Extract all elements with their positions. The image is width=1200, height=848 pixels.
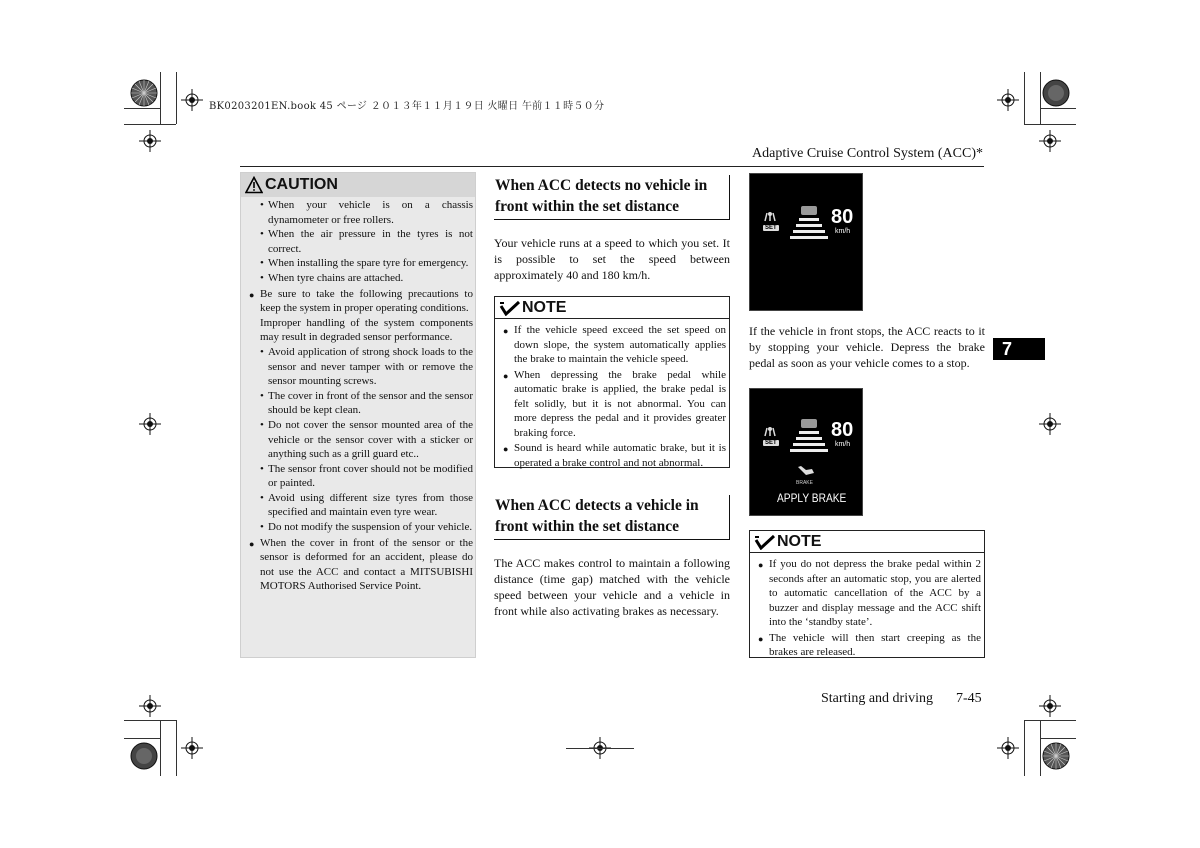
bullet-marker: ● [758, 633, 764, 644]
chapter-tab: 7 [993, 338, 1045, 360]
note-box-2 [749, 530, 985, 658]
caution-sub-item [260, 227, 473, 256]
print-header: BK0203201EN.book 45 ページ ２０１３年１１月１９日 火曜日 午前１１時５０分 [209, 101, 605, 112]
bullet-marker: • [260, 491, 264, 504]
note-item [758, 631, 981, 660]
note-body-2 [750, 553, 984, 663]
acc-indicator-icon [762, 211, 778, 223]
note-item [503, 441, 726, 470]
brake-label: BRAKE [796, 480, 813, 486]
apply-brake-message: APPLY BRAKE [777, 491, 847, 505]
caution-sub-item [260, 462, 473, 491]
note-item [503, 323, 726, 367]
section-heading-no-vehicle: When ACC detects no vehicle in front within the set distance [494, 175, 730, 220]
following-distance-icon [786, 204, 832, 240]
note-item-text: The vehicle will then start creeping as the brakes are released. [769, 631, 981, 658]
bullet-marker: • [260, 345, 264, 358]
bullet-marker: ● [503, 370, 509, 381]
set-speed-value: 80 [831, 206, 854, 228]
registration-crosshair-icon [997, 737, 1019, 759]
bullet-marker: • [260, 271, 264, 284]
set-indicator: SET [765, 225, 777, 231]
bullet-marker: • [260, 521, 264, 534]
caution-sub-item [260, 389, 473, 418]
note-check-icon [754, 534, 776, 550]
caution-item-text: When installing the spare tyre for emergency. [268, 257, 469, 270]
note-title [750, 531, 984, 553]
running-head: Adaptive Cruise Control System (ACC)* [752, 146, 983, 161]
warning-triangle-icon [245, 176, 263, 194]
note-check-icon [499, 300, 521, 316]
acc-indicator-icon [762, 426, 778, 438]
caution-title-text: CAUTION [265, 176, 338, 193]
bullet-marker: • [260, 389, 264, 402]
caution-item-text: Do not cover the sensor mounted area of the vehicle or the sensor cover with a sticker or anything such as a grill guard etc.. [268, 418, 473, 461]
note-item [758, 557, 981, 630]
caution-item-text: When your vehicle is on a chassis dynamometer or free rollers. [268, 199, 473, 226]
acc-display-cruising [749, 173, 863, 311]
section-text-no-vehicle: Your vehicle runs at a speed to which you set. It is possible to set the speed between approximately 40 and 180 km/h. [494, 236, 730, 282]
note-box-1 [494, 296, 730, 468]
set-indicator: SET [765, 440, 777, 446]
note-item-text: Sound is heard while automatic brake, but it is operated a brake control and not abnormal. [514, 442, 726, 469]
caution-sub-item [260, 271, 473, 286]
header-rule [240, 166, 984, 167]
acc-display-apply-brake [749, 388, 863, 516]
bullet-marker: ● [249, 289, 255, 300]
note-title-text: NOTE [777, 533, 822, 550]
footer-section: Starting and driving [821, 691, 933, 706]
caution-item-text: When tyre chains are attached. [268, 271, 404, 284]
caution-sub-item [260, 418, 473, 462]
registration-crosshair-icon [1039, 413, 1061, 435]
bullet-marker: • [260, 199, 264, 211]
note-title [495, 297, 729, 319]
bullet-marker: ● [249, 538, 255, 549]
brake-pedal-icon [796, 465, 816, 479]
bullet-marker: ● [503, 326, 509, 336]
speed-unit: km/h [835, 441, 851, 448]
bullet-marker: • [260, 228, 264, 241]
note-body-1 [495, 319, 729, 473]
caution-item-text: The sensor front cover should not be modified or painted. [268, 462, 473, 490]
caution-box [240, 172, 476, 658]
caution-bullet-item [249, 287, 473, 316]
caution-item-text: Be sure to take the following precautions to keep the system in proper operating conditions. [260, 287, 473, 315]
registration-rosette-icon [130, 79, 158, 107]
set-speed-value: 80 [831, 419, 854, 441]
registration-crosshair-icon [1039, 695, 1061, 717]
registration-rosette-icon [1042, 79, 1070, 107]
bullet-marker: ● [503, 444, 509, 454]
bullet-marker: • [260, 462, 264, 475]
section-text-vehicle-detected: The ACC makes control to maintain a following distance (time gap) matched with the vehicle speed between your vehicle and a vehicle in front while also activating brakes as necessary. [494, 556, 730, 618]
note-item-text: If the vehicle speed exceed the set speed on down slope, the system automatically applies the brake to maintain the vehicle speed. [514, 324, 726, 365]
registration-crosshair-icon [181, 737, 203, 759]
note-item [503, 368, 726, 441]
caution-sub-item [260, 345, 473, 389]
caution-item-text: Avoid using different size tyres from those specified and maintain even tyre wear. [268, 491, 473, 519]
footer-page-number: 7-45 [956, 691, 982, 706]
note-item-text: When depressing the brake pedal while automatic brake is applied, the brake pedal is felt solidly, but it is not abnormal. You can more depress the pedal and it provides greater braking force. [514, 368, 726, 439]
caution-item-text: Do not modify the suspension of your vehicle. [268, 521, 473, 534]
caution-sub-item [260, 198, 473, 227]
note-item-text: If you do not depress the brake pedal within 2 seconds after an automatic stop, you are alerted to automatic cancellation of the ACC by a buzzer and display message and the ACC shift into the ‘standby state’. [769, 558, 981, 628]
registration-crosshair-icon [997, 89, 1019, 111]
registration-crosshair-icon [139, 695, 161, 717]
caution-item-text: The cover in front of the sensor and the sensor should be kept clean. [268, 389, 473, 417]
registration-crosshair-icon [1039, 130, 1061, 152]
registration-crosshair-icon [139, 130, 161, 152]
bullet-marker: • [260, 257, 264, 270]
registration-crosshair-icon [181, 89, 203, 111]
bullet-marker: • [260, 418, 264, 431]
bullet-marker: ● [758, 560, 764, 570]
speed-unit: km/h [835, 228, 851, 235]
caution-sub-item [260, 520, 473, 535]
caution-body [249, 198, 473, 594]
caution-sub-item [260, 491, 473, 520]
following-distance-icon [786, 417, 832, 453]
registration-crosshair-icon [139, 413, 161, 435]
caution-sub-item [260, 256, 473, 271]
section-heading-vehicle-detected: When ACC detects a vehicle in front within the set distance [494, 495, 730, 540]
caution-title [241, 173, 475, 197]
caution-item-text: Avoid application of strong shock loads to the sensor and never tamper with or remove the sensor mounting screws. [268, 345, 473, 388]
vehicle-stop-text: If the vehicle in front stops, the ACC reacts to it by stopping your vehicle. Depress the brake pedal as soon as your vehicle comes to a stop. [749, 324, 985, 370]
registration-rosette-icon [1042, 742, 1070, 770]
caution-bullet-item [249, 536, 473, 594]
note-title-text: NOTE [522, 299, 567, 316]
caution-item-text: When the air pressure in the tyres is not correct. [268, 228, 473, 255]
registration-rosette-icon [130, 742, 158, 770]
caution-item-text: When the cover in front of the sensor or the sensor is deformed for an accident, please do not use the ACC and contact a MITSUBISHI MOTORS Authorised Service Point. [260, 536, 473, 593]
caution-paragraph: Improper handling of the system components may result in degraded sensor performance. [260, 316, 473, 344]
